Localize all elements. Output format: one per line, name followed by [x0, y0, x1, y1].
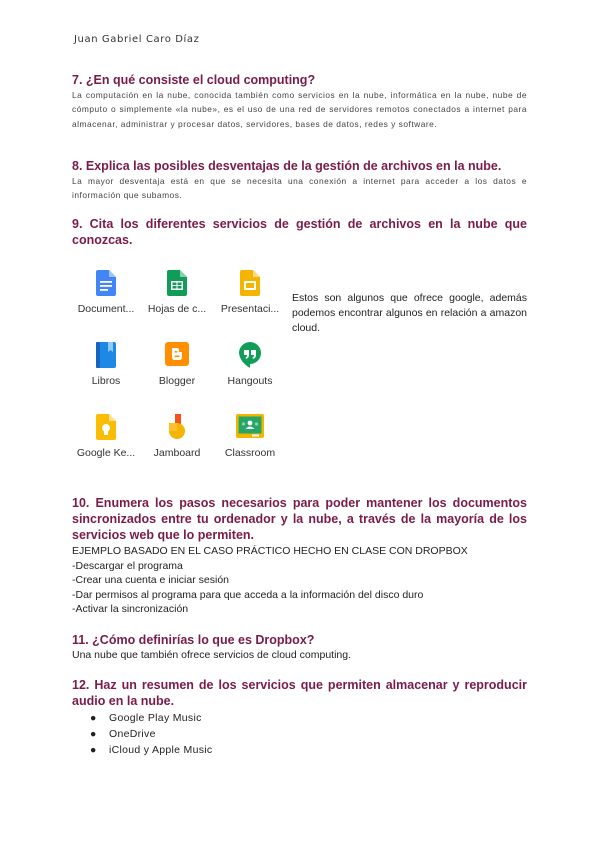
author-header: Juan Gabriel Caro Díaz: [74, 34, 200, 45]
app-google-play-books[interactable]: [66, 342, 146, 387]
app-google-slides[interactable]: [210, 270, 290, 315]
bullet-icon: ●: [90, 712, 97, 724]
app-label: Jamboard: [153, 447, 201, 459]
app-label: Google Ke...: [76, 447, 136, 459]
question-11-answer: Una nube que también ofrece servicios de cloud computing.: [72, 649, 351, 661]
jamboard-icon: [167, 414, 187, 438]
bullet-icon: ●: [90, 728, 97, 740]
list-item: ● iCloud y Apple Music: [90, 744, 213, 756]
bullet-icon: ●: [90, 744, 97, 756]
app-label: Hangouts: [227, 375, 273, 387]
app-label: Presentaci...: [220, 303, 280, 315]
google-slides-icon: [240, 270, 260, 294]
question-7-title: 7. ¿En qué consiste el cloud computing?: [72, 73, 316, 87]
google-classroom-icon: [240, 414, 260, 438]
question-7-answer: La computación en la nube, conocida también como servicios en la nube, informática en la nube, nube de cómputo o simplemente «la nube», es el uso de una red de servidores remotos conectados a internet para almacenar, administrar y procesar datos, servidores, bases de datos, redes y software.: [72, 90, 527, 129]
question-9-note: Estos son algunos que ofrece google, además podemos encontrar algunos en relación a amazon cloud.: [292, 292, 527, 334]
list-item: ● Google Play Music: [90, 712, 202, 724]
google-docs-icon: [96, 270, 116, 294]
question-11-title: 11. ¿Cómo definirías lo que es Dropbox?: [72, 633, 315, 647]
app-google-sheets[interactable]: [137, 270, 217, 315]
app-label: Hojas de c...: [147, 303, 207, 315]
app-label: Classroom: [224, 447, 276, 459]
step-item: -Dar permisos al programa para que acceda a la información del disco duro: [72, 588, 424, 601]
list-item: ● OneDrive: [90, 728, 156, 740]
app-google-keep[interactable]: [66, 414, 146, 459]
app-label: Libros: [91, 375, 121, 387]
question-12-answer: [72, 710, 527, 758]
app-label: Blogger: [158, 375, 196, 387]
question-8-answer: La mayor desventaja está en que se necesita una conexión a internet para acceder a los datos e información que subamos.: [72, 176, 527, 201]
step-item: -Descargar el programa: [72, 559, 183, 572]
question-8-title: 8. Explica las posibles desventajas de la gestión de archivos en la nube.: [72, 159, 502, 173]
blogger-icon: [167, 342, 187, 366]
app-google-classroom[interactable]: [210, 414, 290, 459]
step-item: -Crear una cuenta e iniciar sesión: [72, 574, 229, 586]
google-keep-icon: [96, 414, 116, 438]
question-9-title: 9. Cita los diferentes servicios de gestión de archivos en la nube que conozcas.: [72, 217, 527, 247]
app-google-docs[interactable]: [66, 270, 146, 315]
app-blogger[interactable]: [137, 342, 217, 387]
app-hangouts[interactable]: [210, 342, 290, 387]
question-10-title: 10. Enumera los pasos necesarios para poder mantener los documentos sincronizados entre tu ordenador y la nube, a través de la mayoría de los servicios web que lo permiten.: [72, 496, 527, 542]
steps-intro: EJEMPLO BASADO EN EL CASO PRÁCTICO HECHO EN CLASE CON DROPBOX: [72, 545, 468, 557]
app-label: Document...: [77, 303, 135, 315]
google-play-books-icon: [96, 342, 116, 366]
question-12-title: 12. Haz un resumen de los servicios que permiten almacenar y reproducir audio en la nube.: [72, 678, 527, 708]
google-sheets-icon: [167, 270, 187, 294]
audio-services-list: [72, 710, 527, 758]
step-item: -Activar la sincronización: [72, 603, 189, 615]
question-10-answer: [72, 544, 527, 617]
hangouts-icon: [240, 342, 260, 366]
app-jamboard[interactable]: [137, 414, 217, 459]
